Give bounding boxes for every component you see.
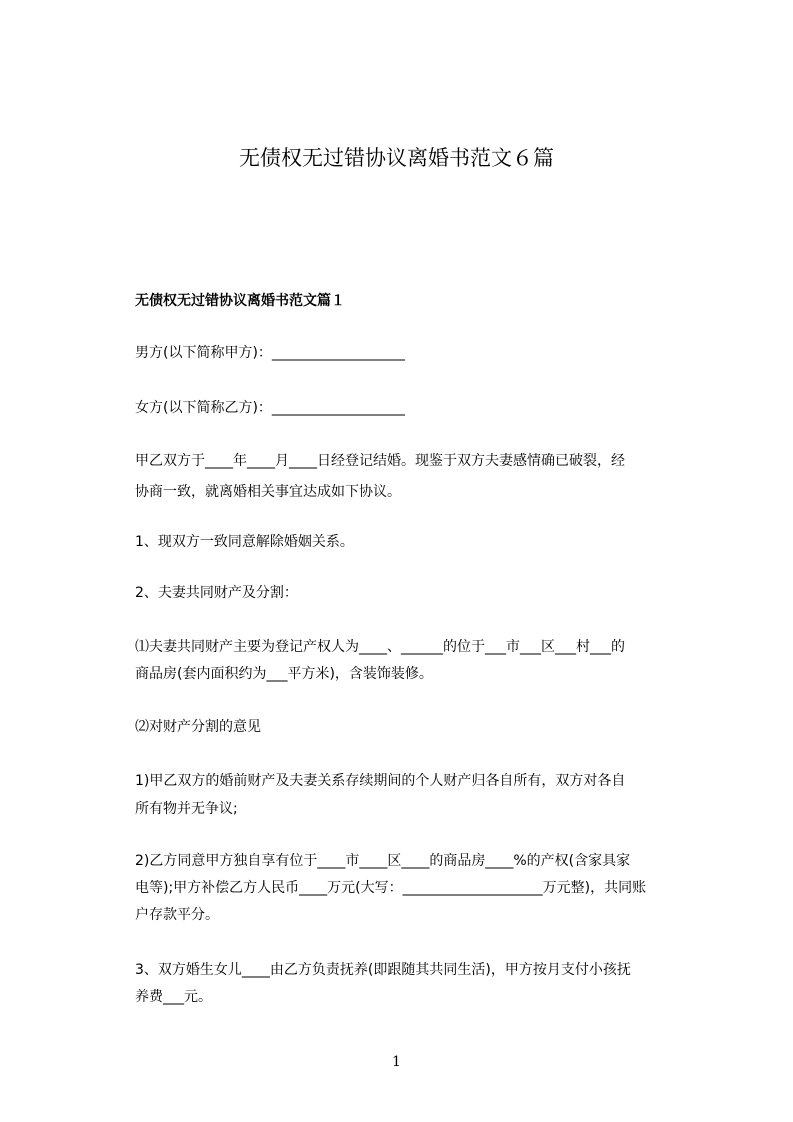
section-heading: 无债权无过错协议离婚书范文篇１ <box>135 293 345 309</box>
clause-3-line-2: 养费___元。 <box>135 989 212 1005</box>
page-number: 1 <box>392 1054 401 1070</box>
sub-clause-1-line-1: ⑴夫妻共同财产主要为登记产权人为____、______的位于___市___区___村___的 <box>135 639 625 655</box>
document-title: 无债权无过错协议离婚书范文６篇 <box>239 146 554 170</box>
point-2-line-2: 电等);甲方补偿乙方人民币____万元(大写：____________________万元整)，共同账 <box>135 880 647 896</box>
wife-line: 女方(以下简称乙方)：___________________ <box>135 400 405 416</box>
point-2-line-3: 户存款平分。 <box>135 907 219 923</box>
point-1-line-1: 1)甲乙双方的婚前财产及夫妻关系存续期间的个人财产归各自所有，双方对各自 <box>135 773 626 789</box>
point-2-line-1: 2)乙方同意甲方独自享有位于____市____区____的商品房____%的产权(含家具家 <box>135 853 631 869</box>
sub-clause-2: ⑵对财产分割的意见 <box>135 719 261 735</box>
marriage-paragraph-line-1: 甲乙双方于____年____月____日经登记结婚。现鉴于双方夫妻感情确已破裂，经 <box>135 453 625 469</box>
husband-line: 男方(以下简称甲方)：___________________ <box>135 345 405 361</box>
clause-3-line-1: 3、双方婚生女儿____由乙方负责抚养(即跟随其共同生活)，甲方按月支付小孩抚 <box>135 962 631 978</box>
clause-1: 1、现双方一致同意解除婚姻关系。 <box>135 534 354 550</box>
sub-clause-1-line-2: 商品房(套内面积约为___平方米)，含装饰装修。 <box>135 666 433 682</box>
clause-2: 2、夫妻共同财产及分割： <box>135 585 298 601</box>
point-1-line-2: 所有物并无争议; <box>135 801 238 817</box>
marriage-paragraph-line-2: 协商一致，就离婚相关事宜达成如下协议。 <box>135 484 401 500</box>
